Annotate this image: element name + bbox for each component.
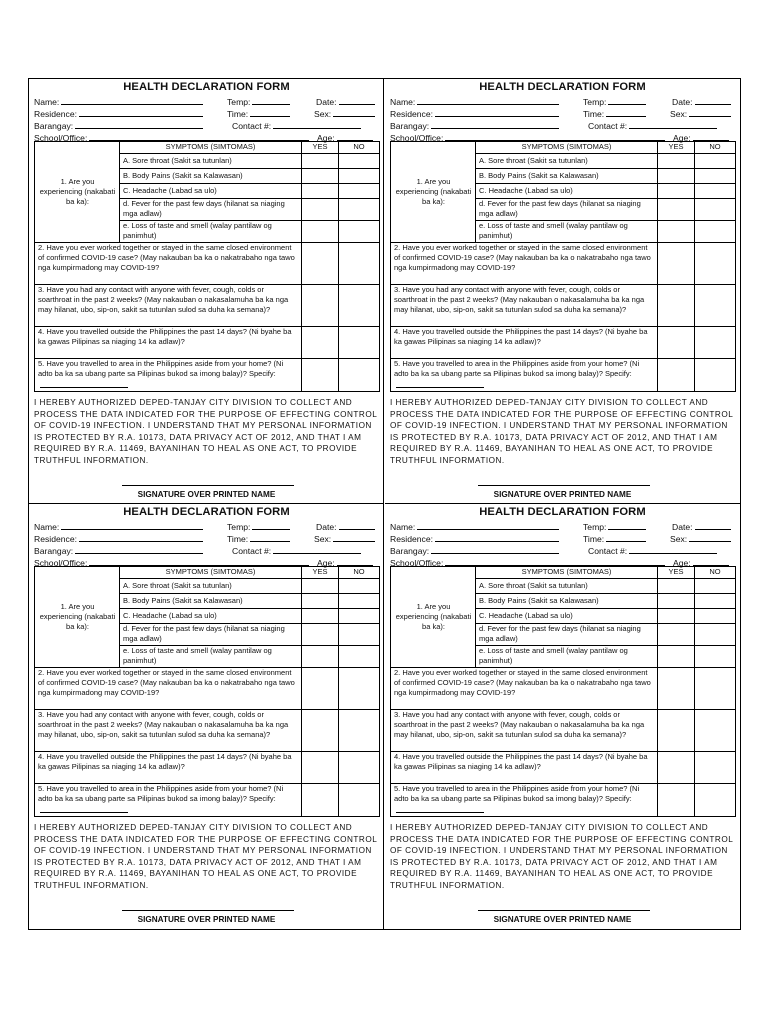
yes-checkbox[interactable]: [302, 243, 339, 285]
residence-input[interactable]: [79, 533, 203, 542]
no-checkbox[interactable]: [695, 624, 736, 646]
symptoms-header: SYMPTOMS (SIMTOMAS): [120, 142, 302, 154]
table-row: [35, 784, 380, 817]
no-checkbox[interactable]: [695, 359, 736, 392]
yes-checkbox[interactable]: [302, 221, 339, 243]
table-row: [35, 668, 380, 710]
question-4: 4. Have you travelled outside the Philippines the past 14 days? (Ni byahe ba ka gawas Pilipinas sa niaging 14 ka adlaw)?: [35, 752, 302, 784]
table-row: [391, 668, 736, 710]
form-sheet: [28, 78, 741, 930]
yes-checkbox[interactable]: [302, 285, 339, 327]
table-row: [391, 285, 736, 327]
no-checkbox[interactable]: [339, 184, 380, 199]
question-3: 3. Have you had any contact with anyone with fever, cough, colds or soarthroat in the past 2 weeks? (May nakauban o nakasalamuha ba ka nga may hilanat, ubo, sip-on, sakit sa tutunlan sulod sa duha ka semana)?: [391, 285, 658, 327]
symptom-sore-throat: A. Sore throat (Sakit sa tutunlan): [120, 154, 302, 169]
yes-checkbox[interactable]: [302, 710, 339, 752]
age-input[interactable]: [337, 132, 373, 141]
table-row: [391, 359, 736, 392]
yes-header: YES: [302, 142, 339, 154]
sex-input[interactable]: [689, 533, 731, 542]
temp-label: Temp:: [583, 522, 607, 532]
table-row: [391, 327, 736, 359]
question-5-text: 5. Have you travelled to area in the Philippines aside from your home? (Ni adto ba ka sa ubang parte sa Pilipinas bukod sa imong balay)? Specify:: [394, 784, 640, 803]
temp-label: Temp:: [227, 97, 251, 107]
yes-checkbox[interactable]: [658, 609, 695, 624]
question-5: [35, 359, 302, 392]
contact-label: Contact #:: [588, 546, 628, 556]
name-label: Name:: [390, 522, 416, 532]
name-input[interactable]: [417, 521, 559, 530]
no-checkbox[interactable]: [695, 327, 736, 359]
no-checkbox[interactable]: [339, 624, 380, 646]
sex-label: Sex:: [670, 109, 688, 119]
signature-label: SIGNATURE OVER PRINTED NAME: [137, 915, 276, 924]
name-field: [34, 96, 203, 107]
time-label: Time:: [227, 109, 249, 119]
time-input[interactable]: [606, 533, 646, 542]
symptoms-table: [390, 141, 736, 392]
temp-input[interactable]: [608, 96, 646, 105]
no-checkbox[interactable]: [339, 710, 380, 752]
contact-field: [588, 545, 717, 556]
no-checkbox[interactable]: [695, 752, 736, 784]
age-input[interactable]: [337, 557, 373, 566]
time-input[interactable]: [250, 533, 290, 542]
question-3: 3. Have you had any contact with anyone with fever, cough, colds or soarthroat in the past 2 weeks? (May nakauban o nakasalamuha ba ka nga may hilanat, ubo, sip-on, sakit sa tutunlan sulod sa duha ka semana)?: [391, 710, 658, 752]
yes-checkbox[interactable]: [658, 784, 695, 817]
yes-checkbox[interactable]: [658, 624, 695, 646]
signature-label: SIGNATURE OVER PRINTED NAME: [493, 915, 632, 924]
form-title: HEALTH DECLARATION FORM: [479, 81, 646, 93]
question-3: 3. Have you had any contact with anyone with fever, cough, colds or soarthroat in the past 2 weeks? (May nakauban o nakasalamuha ba ka nga may hilanat, ubo, sip-on, sakit sa tutunlan sulod sa duha ka semana)?: [35, 710, 302, 752]
table-header-row: [35, 567, 380, 579]
no-checkbox[interactable]: [695, 184, 736, 199]
contact-label: Contact #:: [232, 121, 272, 131]
no-checkbox[interactable]: [339, 327, 380, 359]
contact-input[interactable]: [629, 545, 717, 554]
yes-header: YES: [658, 142, 695, 154]
residence-field: [34, 533, 203, 544]
school-office-label: School/Office:: [390, 133, 444, 143]
yes-checkbox[interactable]: [658, 154, 695, 169]
no-checkbox[interactable]: [339, 285, 380, 327]
yes-checkbox[interactable]: [658, 221, 695, 243]
no-header: NO: [339, 567, 380, 579]
symptoms-table: [34, 141, 380, 392]
yes-checkbox[interactable]: [302, 668, 339, 710]
temp-field: [227, 521, 290, 532]
no-checkbox[interactable]: [695, 199, 736, 221]
contact-field: [232, 120, 361, 131]
table-row: [35, 285, 380, 327]
contact-label: Contact #:: [232, 546, 272, 556]
sex-field: [314, 108, 375, 119]
question-3: 3. Have you had any contact with anyone with fever, cough, colds or soarthroat in the past 2 weeks? (May nakauban o nakasalamuha ba ka nga may hilanat, ubo, sip-on, sakit sa tutunlan sulod sa duha ka semana)?: [35, 285, 302, 327]
temp-field: [583, 96, 646, 107]
signature-line[interactable]: [122, 485, 294, 486]
name-input[interactable]: [417, 96, 559, 105]
no-checkbox[interactable]: [339, 169, 380, 184]
symptom-fever: d. Fever for the past few days (hilanat sa niaging mga adlaw): [476, 624, 658, 646]
symptom-headache: C. Headache (Labad sa ulo): [120, 609, 302, 624]
barangay-input[interactable]: [431, 545, 559, 554]
declaration-text: I HEREBY AUTHORIZED DEPED-TANJAY CITY DIVISION TO COLLECT AND PROCESS THE DATA INDICATED FOR THE PURPOSE OF EFFECTING CONTROL OF COVID-19 INFECTION. I UNDERSTAND THAT MY PERSONAL INFORMATION IS PROTECTED BY R.A. 10173, DATA PRIVACY ACT OF 2012, AND THAT I AM REQUIRED BY R.A. 11469, BAYANIHAN TO HEAL AS ONE ACT, TO PROVIDE TRUTHFUL INFORMATION.: [390, 398, 733, 465]
question-2: 2. Have you ever worked together or stayed in the same closed environment of confirmed COVID-19 case? (May nakauban ba ka o nakatrabaho nga tawo nga kumpirmadong may COVID-19?: [35, 243, 302, 285]
residence-label: Residence:: [390, 534, 433, 544]
symptom-body-pains: B. Body Pains (Sakit sa Kalawasan): [120, 169, 302, 184]
symptoms-header: SYMPTOMS (SIMTOMAS): [120, 567, 302, 579]
question-4: 4. Have you travelled outside the Philippines the past 14 days? (Ni byahe ba ka gawas Pilipinas sa niaging 14 ka adlaw)?: [391, 752, 658, 784]
residence-field: [390, 533, 559, 544]
time-field: [583, 108, 646, 119]
yes-checkbox[interactable]: [302, 609, 339, 624]
yes-checkbox[interactable]: [302, 359, 339, 392]
residence-input[interactable]: [79, 108, 203, 117]
date-field: [672, 96, 731, 107]
barangay-label: Barangay:: [34, 546, 74, 556]
no-checkbox[interactable]: [695, 668, 736, 710]
school-office-input[interactable]: [89, 132, 309, 141]
time-label: Time:: [583, 109, 605, 119]
contact-input[interactable]: [629, 120, 717, 129]
no-checkbox[interactable]: [339, 199, 380, 221]
date-input[interactable]: [695, 96, 731, 105]
specify-input[interactable]: [40, 804, 128, 813]
sex-field: [314, 533, 375, 544]
yes-checkbox[interactable]: [302, 594, 339, 609]
residence-field: [34, 108, 203, 119]
question-1: 1. Are you experiencing (nakabati ba ka):: [391, 142, 476, 243]
question-1: 1. Are you experiencing (nakabati ba ka):: [35, 142, 120, 243]
date-field: [672, 521, 731, 532]
symptom-fever: d. Fever for the past few days (hilanat sa niaging mga adlaw): [120, 624, 302, 646]
school-office-input[interactable]: [445, 132, 665, 141]
time-label: Time:: [583, 534, 605, 544]
symptom-loss-taste-smell: e. Loss of taste and smell (walay pantilaw og panimhut): [476, 221, 658, 243]
no-checkbox[interactable]: [339, 221, 380, 243]
date-label: Date:: [672, 97, 693, 107]
no-checkbox[interactable]: [695, 285, 736, 327]
sex-field: [670, 108, 731, 119]
temp-input[interactable]: [608, 521, 646, 530]
question-1: 1. Are you experiencing (nakabati ba ka):: [35, 567, 120, 668]
time-field: [227, 108, 290, 119]
specify-input[interactable]: [40, 379, 128, 388]
symptom-body-pains: B. Body Pains (Sakit sa Kalawasan): [120, 594, 302, 609]
table-row: [391, 752, 736, 784]
yes-checkbox[interactable]: [302, 184, 339, 199]
no-checkbox[interactable]: [695, 710, 736, 752]
question-2: 2. Have you ever worked together or stayed in the same closed environment of confirmed COVID-19 case? (May nakauban ba ka o nakatrabaho nga tawo nga kumpirmadong may COVID-19?: [391, 668, 658, 710]
table-row: [35, 243, 380, 285]
school-office-input[interactable]: [89, 557, 309, 566]
yes-checkbox[interactable]: [302, 169, 339, 184]
yes-checkbox[interactable]: [302, 327, 339, 359]
yes-checkbox[interactable]: [658, 752, 695, 784]
no-checkbox[interactable]: [339, 646, 380, 668]
table-row: [35, 327, 380, 359]
no-checkbox[interactable]: [339, 579, 380, 594]
question-4: 4. Have you travelled outside the Philippines the past 14 days? (Ni byahe ba ka gawas Pilipinas sa niaging 14 ka adlaw)?: [35, 327, 302, 359]
sex-field: [670, 533, 731, 544]
barangay-label: Barangay:: [390, 546, 430, 556]
symptom-fever: d. Fever for the past few days (hilanat sa niaging mga adlaw): [476, 199, 658, 221]
name-field: [390, 96, 559, 107]
table-header-row: [35, 142, 380, 154]
no-header: NO: [695, 567, 736, 579]
yes-checkbox[interactable]: [658, 327, 695, 359]
symptom-body-pains: B. Body Pains (Sakit sa Kalawasan): [476, 169, 658, 184]
yes-checkbox[interactable]: [302, 579, 339, 594]
date-input[interactable]: [695, 521, 731, 530]
time-label: Time:: [227, 534, 249, 544]
contact-field: [588, 120, 717, 131]
school-office-label: School/Office:: [34, 558, 88, 568]
symptom-loss-taste-smell: e. Loss of taste and smell (walay pantilaw og panimhut): [476, 646, 658, 668]
yes-header: YES: [658, 567, 695, 579]
yes-checkbox[interactable]: [658, 579, 695, 594]
health-declaration-form-1: [29, 79, 384, 504]
date-label: Date:: [316, 522, 337, 532]
question-4: 4. Have you travelled outside the Philippines the past 14 days? (Ni byahe ba ka gawas Pilipinas sa niaging 14 ka adlaw)?: [391, 327, 658, 359]
yes-checkbox[interactable]: [302, 199, 339, 221]
age-label: Age:: [673, 558, 691, 568]
age-label: Age:: [317, 558, 335, 568]
symptoms-header: SYMPTOMS (SIMTOMAS): [476, 142, 658, 154]
yes-checkbox[interactable]: [658, 243, 695, 285]
age-input[interactable]: [693, 132, 729, 141]
question-5-text: 5. Have you travelled to area in the Philippines aside from your home? (Ni adto ba ka sa ubang parte sa Pilipinas bukod sa imong balay)? Specify:: [38, 359, 284, 378]
no-checkbox[interactable]: [339, 243, 380, 285]
table-row: [35, 752, 380, 784]
yes-checkbox[interactable]: [658, 184, 695, 199]
yes-checkbox[interactable]: [658, 285, 695, 327]
contact-input[interactable]: [273, 120, 361, 129]
no-checkbox[interactable]: [695, 784, 736, 817]
no-checkbox[interactable]: [339, 784, 380, 817]
school-office-input[interactable]: [445, 557, 665, 566]
no-checkbox[interactable]: [695, 609, 736, 624]
contact-field: [232, 545, 361, 556]
temp-label: Temp:: [583, 97, 607, 107]
sex-input[interactable]: [333, 108, 375, 117]
question-1: 1. Are you experiencing (nakabati ba ka):: [391, 567, 476, 668]
symptom-headache: C. Headache (Labad sa ulo): [476, 184, 658, 199]
question-5: [35, 784, 302, 817]
yes-checkbox[interactable]: [658, 359, 695, 392]
no-checkbox[interactable]: [695, 154, 736, 169]
no-checkbox[interactable]: [695, 594, 736, 609]
symptoms-table: [34, 566, 380, 817]
time-field: [227, 533, 290, 544]
date-field: [316, 521, 375, 532]
date-input[interactable]: [339, 521, 375, 530]
residence-label: Residence:: [34, 534, 77, 544]
time-input[interactable]: [606, 108, 646, 117]
yes-checkbox[interactable]: [658, 594, 695, 609]
residence-input[interactable]: [435, 533, 559, 542]
school-office-label: School/Office:: [34, 133, 88, 143]
yes-checkbox[interactable]: [658, 169, 695, 184]
table-header-row: [391, 142, 736, 154]
barangay-field: [34, 545, 203, 556]
date-label: Date:: [316, 97, 337, 107]
residence-input[interactable]: [435, 108, 559, 117]
temp-input[interactable]: [252, 521, 290, 530]
name-label: Name:: [34, 522, 60, 532]
signature-label: SIGNATURE OVER PRINTED NAME: [137, 490, 276, 499]
temp-field: [227, 96, 290, 107]
form-title: HEALTH DECLARATION FORM: [479, 506, 646, 518]
time-input[interactable]: [250, 108, 290, 117]
yes-checkbox[interactable]: [658, 199, 695, 221]
table-row: [35, 359, 380, 392]
yes-checkbox[interactable]: [302, 646, 339, 668]
yes-checkbox[interactable]: [658, 646, 695, 668]
residence-label: Residence:: [390, 109, 433, 119]
no-checkbox[interactable]: [339, 359, 380, 392]
barangay-field: [34, 120, 203, 131]
health-declaration-form-2: [385, 79, 740, 504]
specify-input[interactable]: [396, 804, 484, 813]
temp-label: Temp:: [227, 522, 251, 532]
health-declaration-form-3: [29, 504, 384, 929]
symptom-sore-throat: A. Sore throat (Sakit sa tutunlan): [476, 579, 658, 594]
table-row: [391, 710, 736, 752]
yes-checkbox[interactable]: [658, 668, 695, 710]
date-label: Date:: [672, 522, 693, 532]
name-input[interactable]: [61, 521, 203, 530]
contact-input[interactable]: [273, 545, 361, 554]
table-header-row: [391, 567, 736, 579]
symptom-sore-throat: A. Sore throat (Sakit sa tutunlan): [120, 579, 302, 594]
age-input[interactable]: [693, 557, 729, 566]
declaration-text: I HEREBY AUTHORIZED DEPED-TANJAY CITY DIVISION TO COLLECT AND PROCESS THE DATA INDICATED FOR THE PURPOSE OF EFFECTING CONTROL OF COVID-19 INFECTION. I UNDERSTAND THAT MY PERSONAL INFORMATION IS PROTECTED BY R.A. 10173, DATA PRIVACY ACT OF 2012, AND THAT I AM REQUIRED BY R.A. 11469, BAYANIHAN TO HEAL AS ONE ACT, TO PROVIDE TRUTHFUL INFORMATION.: [34, 398, 377, 465]
signature-line[interactable]: [478, 910, 650, 911]
symptom-headache: C. Headache (Labad sa ulo): [120, 184, 302, 199]
symptom-fever: d. Fever for the past few days (hilanat sa niaging mga adlaw): [120, 199, 302, 221]
no-checkbox[interactable]: [339, 154, 380, 169]
name-field: [390, 521, 559, 532]
no-header: NO: [339, 142, 380, 154]
sex-input[interactable]: [333, 533, 375, 542]
declaration-text: I HEREBY AUTHORIZED DEPED-TANJAY CITY DIVISION TO COLLECT AND PROCESS THE DATA INDICATED FOR THE PURPOSE OF EFFECTING CONTROL OF COVID-19 INFECTION. I UNDERSTAND THAT MY PERSONAL INFORMATION IS PROTECTED BY R.A. 10173, DATA PRIVACY ACT OF 2012, AND THAT I AM REQUIRED BY R.A. 11469, BAYANIHAN TO HEAL AS ONE ACT, TO PROVIDE TRUTHFUL INFORMATION.: [390, 823, 733, 890]
temp-field: [583, 521, 646, 532]
signature-line[interactable]: [478, 485, 650, 486]
question-5: [391, 784, 658, 817]
no-checkbox[interactable]: [339, 752, 380, 784]
no-header: NO: [695, 142, 736, 154]
name-field: [34, 521, 203, 532]
yes-checkbox[interactable]: [302, 624, 339, 646]
symptom-body-pains: B. Body Pains (Sakit sa Kalawasan): [476, 594, 658, 609]
health-declaration-form-4: [385, 504, 740, 929]
barangay-input[interactable]: [75, 545, 203, 554]
symptoms-header: SYMPTOMS (SIMTOMAS): [476, 567, 658, 579]
symptom-headache: C. Headache (Labad sa ulo): [476, 609, 658, 624]
no-checkbox[interactable]: [695, 579, 736, 594]
yes-checkbox[interactable]: [302, 784, 339, 817]
form-title: HEALTH DECLARATION FORM: [123, 506, 290, 518]
barangay-input[interactable]: [431, 120, 559, 129]
no-checkbox[interactable]: [339, 609, 380, 624]
barangay-field: [390, 545, 559, 556]
declaration-text: I HEREBY AUTHORIZED DEPED-TANJAY CITY DIVISION TO COLLECT AND PROCESS THE DATA INDICATED FOR THE PURPOSE OF EFFECTING CONTROL OF COVID-19 INFECTION. I UNDERSTAND THAT MY PERSONAL INFORMATION IS PROTECTED BY R.A. 10173, DATA PRIVACY ACT OF 2012, AND THAT I AM REQUIRED BY R.A. 11469, BAYANIHAN TO HEAL AS ONE ACT, TO PROVIDE TRUTHFUL INFORMATION.: [34, 823, 377, 890]
signature-label: SIGNATURE OVER PRINTED NAME: [493, 490, 632, 499]
signature-line[interactable]: [122, 910, 294, 911]
residence-field: [390, 108, 559, 119]
yes-checkbox[interactable]: [302, 752, 339, 784]
time-field: [583, 533, 646, 544]
symptoms-table: [390, 566, 736, 817]
barangay-input[interactable]: [75, 120, 203, 129]
sex-label: Sex:: [314, 534, 332, 544]
name-input[interactable]: [61, 96, 203, 105]
table-row: [35, 710, 380, 752]
sex-label: Sex:: [314, 109, 332, 119]
name-label: Name:: [390, 97, 416, 107]
yes-checkbox[interactable]: [302, 154, 339, 169]
contact-label: Contact #:: [588, 121, 628, 131]
question-5-text: 5. Have you travelled to area in the Philippines aside from your home? (Ni adto ba ka sa ubang parte sa Pilipinas bukod sa imong balay)? Specify:: [38, 784, 284, 803]
symptom-loss-taste-smell: e. Loss of taste and smell (walay pantilaw og panimhut): [120, 646, 302, 668]
sex-label: Sex:: [670, 534, 688, 544]
no-checkbox[interactable]: [695, 243, 736, 285]
yes-header: YES: [302, 567, 339, 579]
name-label: Name:: [34, 97, 60, 107]
sex-input[interactable]: [689, 108, 731, 117]
barangay-label: Barangay:: [390, 121, 430, 131]
symptom-sore-throat: A. Sore throat (Sakit sa tutunlan): [476, 154, 658, 169]
date-field: [316, 96, 375, 107]
yes-checkbox[interactable]: [658, 710, 695, 752]
specify-input[interactable]: [396, 379, 484, 388]
temp-input[interactable]: [252, 96, 290, 105]
no-checkbox[interactable]: [339, 668, 380, 710]
question-5-text: 5. Have you travelled to area in the Philippines aside from your home? (Ni adto ba ka sa ubang parte sa Pilipinas bukod sa imong balay)? Specify:: [394, 359, 640, 378]
no-checkbox[interactable]: [339, 594, 380, 609]
barangay-label: Barangay:: [34, 121, 74, 131]
no-checkbox[interactable]: [695, 221, 736, 243]
table-row: [391, 784, 736, 817]
no-checkbox[interactable]: [695, 646, 736, 668]
age-label: Age:: [317, 133, 335, 143]
date-input[interactable]: [339, 96, 375, 105]
residence-label: Residence:: [34, 109, 77, 119]
age-label: Age:: [673, 133, 691, 143]
table-row: [391, 243, 736, 285]
no-checkbox[interactable]: [695, 169, 736, 184]
school-office-label: School/Office:: [390, 558, 444, 568]
question-2: 2. Have you ever worked together or stayed in the same closed environment of confirmed COVID-19 case? (May nakauban ba ka o nakatrabaho nga tawo nga kumpirmadong may COVID-19?: [391, 243, 658, 285]
symptom-loss-taste-smell: e. Loss of taste and smell (walay pantilaw og panimhut): [120, 221, 302, 243]
question-2: 2. Have you ever worked together or stayed in the same closed environment of confirmed COVID-19 case? (May nakauban ba ka o nakatrabaho nga tawo nga kumpirmadong may COVID-19?: [35, 668, 302, 710]
form-title: HEALTH DECLARATION FORM: [123, 81, 290, 93]
barangay-field: [390, 120, 559, 131]
question-5: [391, 359, 658, 392]
